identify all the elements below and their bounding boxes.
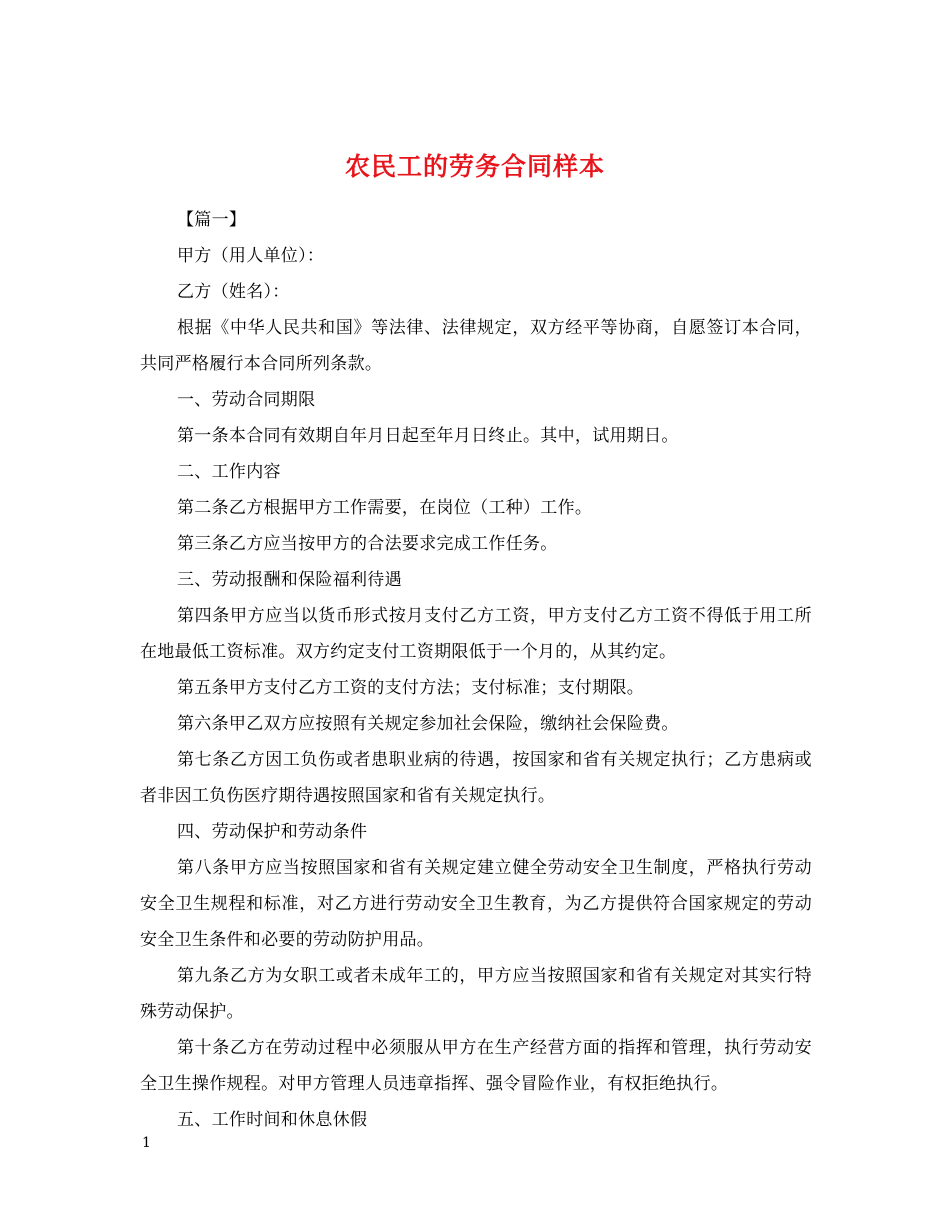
document-body: [140, 202, 812, 1138]
article-8: 第八条甲方应当按照国家和省有关规定建立健全劳动安全卫生制度，严格执行劳动安全卫生规程和标准，对乙方进行劳动安全卫生教育，为乙方提供符合国家规定的劳动安全卫生条件和必要的劳动防护用品。: [140, 858, 812, 950]
document-title: 农民工的劳务合同样本: [344, 151, 605, 181]
section-heading-working-hours: 五、工作时间和休息休假: [177, 1110, 368, 1130]
article-3: 第三条乙方应当按甲方的合法要求完成工作任务。: [177, 534, 558, 554]
article-10: 第十条乙方在劳动过程中必须服从甲方在生产经营方面的指挥和管理，执行劳动安全卫生操作规程。对甲方管理人员违章指挥、强令冒险作业，有权拒绝执行。: [140, 1038, 812, 1094]
section-heading-remuneration: 三、劳动报酬和保险福利待遇: [177, 570, 402, 590]
article-4: 第四条甲方应当以货币形式按月支付乙方工资，甲方支付乙方工资不得低于用工所在地最低工资标准。双方约定支付工资期限低于一个月的，从其约定。: [140, 606, 812, 662]
article-7: 第七条乙方因工负伤或者患职业病的待遇，按国家和省有关规定执行；乙方患病或者非因工负伤医疗期待遇按照国家和省有关规定执行。: [140, 750, 812, 806]
section-heading-pian-yi: 【篇一】: [177, 210, 247, 230]
party-a-line: 甲方（用人单位）：: [177, 246, 325, 266]
article-9: 第九条乙方为女职工或者未成年工的，甲方应当按照国家和省有关规定对其实行特殊劳动保护。: [140, 966, 812, 1022]
section-heading-contract-term: 一、劳动合同期限: [177, 390, 316, 410]
article-5: 第五条甲方支付乙方工资的支付方法；支付标准；支付期限。: [177, 678, 645, 698]
article-6: 第六条甲乙双方应按照有关规定参加社会保险，缴纳社会保险费。: [177, 714, 679, 734]
article-2: 第二条乙方根据甲方工作需要，在岗位（工种）工作。: [177, 498, 593, 518]
party-b-line: 乙方（姓名）：: [177, 282, 290, 302]
section-heading-work-content: 二、工作内容: [177, 462, 281, 482]
page-number: 1: [142, 1135, 151, 1151]
preamble-paragraph: 根据《中华人民共和国》等法律、法律规定，双方经平等协商，自愿签订本合同，共同严格履行本合同所列条款。: [140, 318, 812, 374]
article-1: 第一条本合同有效期自年月日起至年月日终止。其中，试用期日。: [177, 426, 679, 446]
section-heading-labor-protection: 四、劳动保护和劳动条件: [177, 822, 368, 842]
